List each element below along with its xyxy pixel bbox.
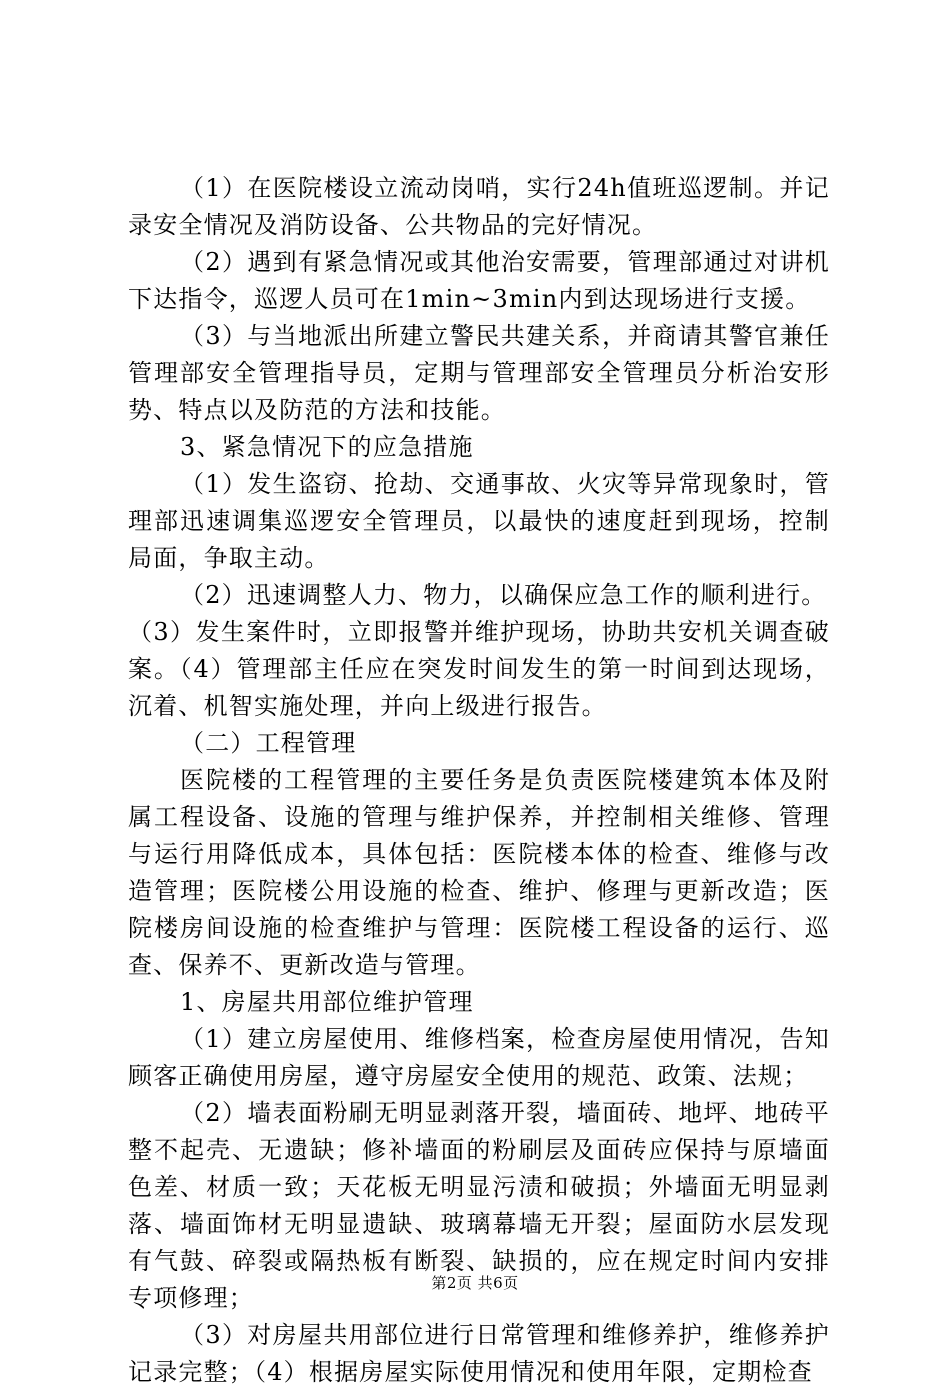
paragraph: （3）对房屋共用部位进行日常管理和维修养护，维修养护记录完整；（4）根据房屋实际使用情况和使用年限，定期检查 [128,1321,830,1386]
page-number-footer: 第2页 共6页 [431,1274,519,1292]
document-body [128,170,830,1391]
paragraph: （1）在医院楼设立流动岗哨，实行24h值班巡逻制。并记录安全情况及消防设备、公共物品的完好情况。 [128,174,830,239]
paragraph: （1）建立房屋使用、维修档案，检查房屋使用情况，告知顾客正确使用房屋，遵守房屋安全使用的规范、政策、法规； [128,1025,830,1090]
paragraph: （3）与当地派出所建立警民共建关系，并商请其警官兼任管理部安全管理指导员，定期与管理部安全管理员分析治安形势、特点以及防范的方法和技能。 [128,322,830,424]
section-heading: （二）工程管理 [180,729,357,757]
paragraph: （1）发生盗窃、抢劫、交通事故、火灾等异常现象时，管理部迅速调集巡逻安全管理员，以最快的速度赶到现场，控制局面，争取主动。 [128,470,830,572]
section-heading: 3、紧急情况下的应急措施 [180,433,474,461]
paragraph: （3）发生案件时，立即报警并维护现场，协助共安机关调查破案。（4）管理部主任应在突发时间发生的第一时间到达现场，沉着、机智实施处理，并向上级进行报告。 [128,618,830,720]
section-heading: 1、房屋共用部位维护管理 [180,988,474,1016]
paragraph: （2）墙表面粉刷无明显剥落开裂，墙面砖、地坪、地砖平整不起壳、无遗缺；修补墙面的粉刷层及面砖应保持与原墙面色差、材质一致；天花板无明显污渍和破损；外墙面无明显剥落、墙面饰材无明显遗缺、玻璃幕墙无开裂；屋面防水层发现有气鼓、碎裂或隔热板有断裂、缺损的，应在规定时间内安排专项修理； [128,1099,830,1312]
paragraph: 医院楼的工程管理的主要任务是负责医院楼建筑本体及附属工程设备、设施的管理与维护保养，并控制相关维修、管理与运行用降低成本，具体包括：医院楼本体的检查、维修与改造管理；医院楼公用设施的检查、维护、修理与更新改造；医院楼房间设施的检查维护与管理：医院楼工程设备的运行、巡查、保养不、更新改造与管理。 [128,766,830,979]
paragraph: （2）迅速调整人力、物力，以确保应急工作的顺利进行。 [180,581,827,609]
paragraph: （2）遇到有紧急情况或其他治安需要，管理部通过对讲机下达指令，巡逻人员可在1min~3min内到达现场进行支援。 [128,248,830,313]
